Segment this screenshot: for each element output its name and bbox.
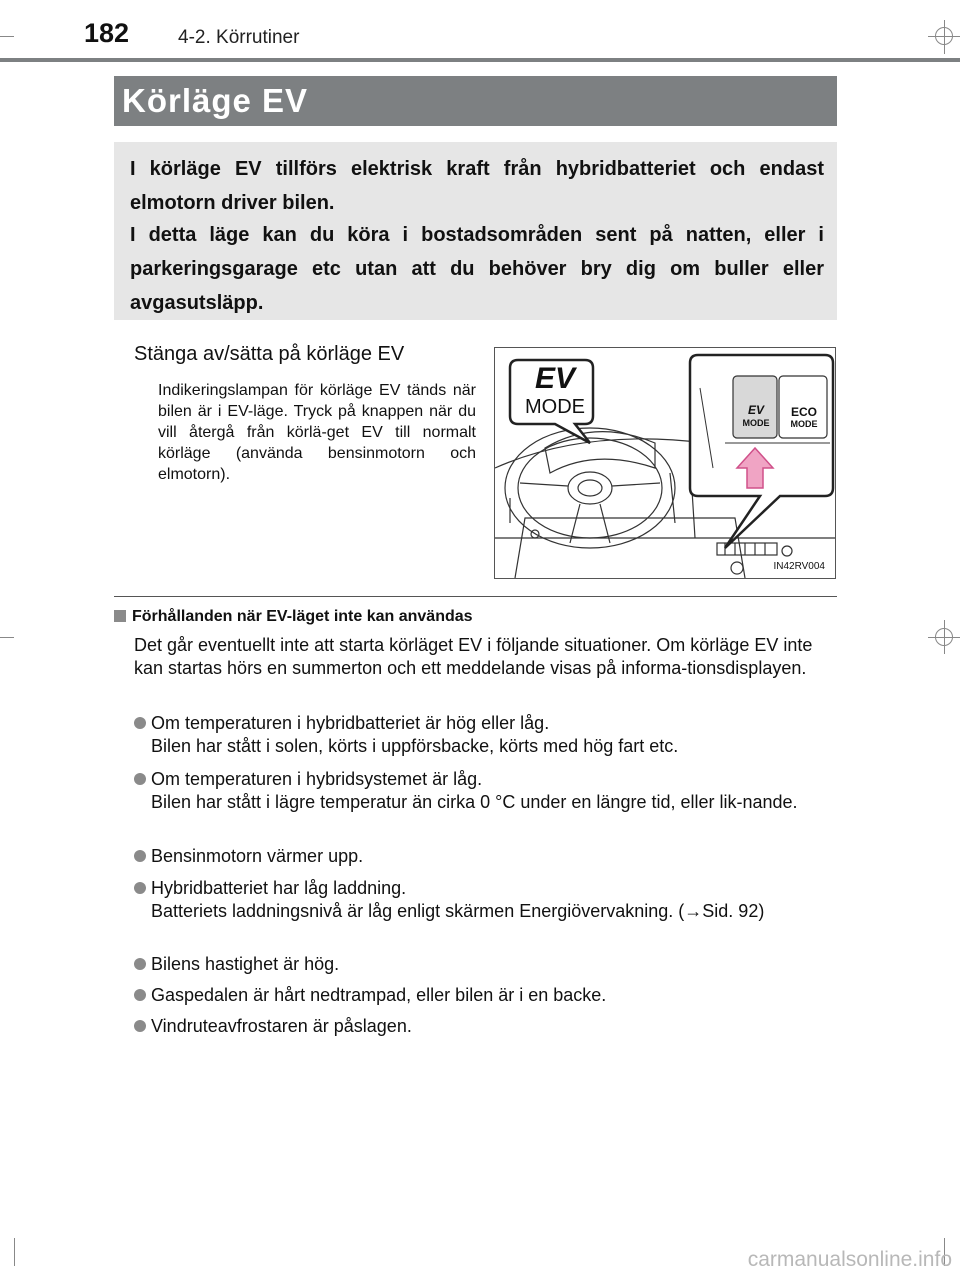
crop-mark-circle bbox=[935, 628, 953, 646]
bullet-icon bbox=[134, 773, 146, 785]
button-eco-mode-label: MODE bbox=[790, 419, 818, 429]
condition-item-detail: Bilen har stått i solen, körts i uppförsbacke, körts med hög fart etc. bbox=[151, 736, 679, 756]
chapter-title: 4-2. Körrutiner bbox=[178, 27, 300, 48]
toggle-body: Indikeringslampan för körläge EV tänds när bilen är i EV-läge. Tryck på knappen när du vill återgå från körlä-get EV till normalt körläge (använda bensinmotorn och elmotorn). bbox=[158, 382, 476, 483]
condition-item bbox=[134, 845, 829, 868]
button-eco-label: ECO bbox=[790, 405, 817, 419]
condition-item-text: Vindruteavfrostaren är påslagen. bbox=[151, 1016, 412, 1036]
section-divider bbox=[114, 596, 837, 597]
watermark: carmanualsonline.info bbox=[747, 1248, 952, 1271]
crop-mark bbox=[14, 1238, 15, 1266]
bullet-icon bbox=[134, 850, 146, 862]
condition-item bbox=[134, 953, 829, 976]
square-bullet-icon bbox=[114, 610, 126, 622]
condition-item-text: Hybridbatteriet har låg laddning. bbox=[151, 878, 407, 898]
condition-item bbox=[134, 877, 829, 923]
crop-mark-circle bbox=[935, 27, 953, 45]
crop-mark bbox=[0, 637, 14, 638]
bullet-icon bbox=[134, 882, 146, 894]
toggle-heading: Stänga av/sätta på körläge EV bbox=[134, 343, 405, 365]
condition-item-detail: Bilen har stått i lägre temperatur än cirka 0 °C under en längre tid, eller lik-nande. bbox=[151, 792, 798, 812]
condition-item-text: Om temperaturen i hybridsystemet är låg. bbox=[151, 769, 483, 789]
condition-item bbox=[134, 712, 829, 758]
condition-item-text: Bilens hastighet är hög. bbox=[151, 954, 340, 974]
figure-code: IN42RV004 bbox=[773, 561, 825, 572]
intro-paragraph-2: I detta läge kan du köra i bostadsområden sent på natten, eller i parkeringsgarage etc utan att du behöver bry dig om buller eller avgasutsläpp. bbox=[130, 224, 824, 314]
condition-item bbox=[134, 1015, 829, 1038]
condition-item-text: Gaspedalen är hårt nedtrampad, eller bilen är i en backe. bbox=[151, 985, 607, 1005]
button-ev-label: EV bbox=[747, 403, 764, 417]
callout-mode-label: MODE bbox=[525, 396, 585, 418]
condition-item-text: Bensinmotorn värmer upp. bbox=[151, 846, 364, 866]
dashboard-illustration bbox=[494, 347, 836, 579]
header-rule bbox=[0, 58, 960, 62]
callout-ev-label: EV bbox=[534, 362, 576, 395]
intro-paragraph-1: I körläge EV tillförs elektrisk kraft från hybridbatteriet och endast elmotorn driver bilen. bbox=[130, 158, 824, 214]
bullet-icon bbox=[134, 989, 146, 1001]
page-number: 182 bbox=[84, 18, 130, 48]
condition-item bbox=[134, 984, 829, 1007]
button-ev-mode-label: MODE bbox=[742, 418, 770, 428]
condition-item-detail: Batteriets laddningsnivå är låg enligt skärmen Energiövervakning. (→Sid. 92) bbox=[151, 901, 765, 921]
conditions-heading bbox=[114, 608, 473, 626]
bullet-icon bbox=[134, 958, 146, 970]
bullet-icon bbox=[134, 1020, 146, 1032]
crop-mark bbox=[0, 36, 14, 37]
condition-item-text: Om temperaturen i hybridbatteriet är hög eller låg. bbox=[151, 713, 550, 733]
bullet-icon bbox=[134, 717, 146, 729]
section-title: Körläge EV bbox=[122, 82, 309, 119]
conditions-heading-text: Förhållanden när EV-läget inte kan användas bbox=[132, 608, 473, 625]
conditions-body: Det går eventuellt inte att starta körläget EV i följande situationer. Om körläge EV inte kan startas hörs en summerton och ett meddelande visas på informa-tionsdisplayen. bbox=[134, 635, 813, 678]
condition-item bbox=[134, 768, 829, 814]
